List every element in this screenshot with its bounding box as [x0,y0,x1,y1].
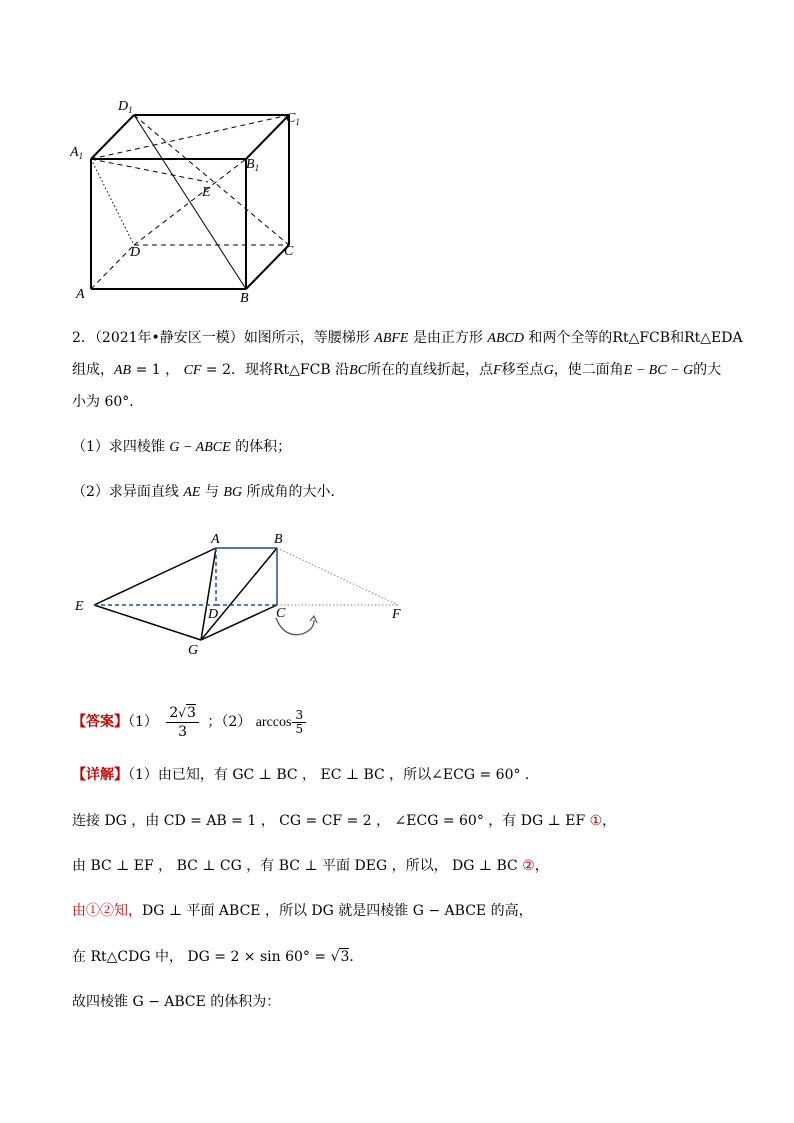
label-E: E [75,599,84,614]
answer-fraction-2: $\frac{3}{5}$ [292,709,306,736]
cuboid-figure [60,90,320,310]
edge-AG [201,548,219,640]
detail-line-3: 由 BC ⊥ EF ， BC ⊥ CG ，有 BC ⊥ 平面 DEG ，所以， DG ⊥ BC ②， [72,858,549,874]
problem-line-3: 小为 60°． [72,394,144,410]
label-C: C [284,244,294,259]
label-B1: $B_1$ [246,157,260,173]
edge-BF [277,548,398,605]
edge-EG [94,605,201,640]
label-F: F [392,607,401,622]
diag-D1C [134,115,289,245]
detail-line-5: 在 Rt△CDG 中， DG = 2 × sin 60° = √3． [72,949,364,965]
detail-line-2: 连接 DG ，由 CD = AB = 1 ， CG = CF = 2 ， ∠ECG = 60° ，有 DG ⊥ EF ①， [72,813,617,829]
label-B: B [274,532,283,547]
label-D1: $D_1$ [118,99,133,115]
question-1: （1）求四棱锥 G − ABCE 的体积； [72,439,292,455]
detail-line-1: 【详解】（1）由已知，有 GC ⊥ BC ， EC ⊥ BC ，所以∠ECG = 60° ． [72,767,539,783]
edge-BC [246,245,289,289]
diag-A1C1 [91,115,289,159]
answer-line: 【答案】（1） $\frac{2√3}{3}$ ；（2） arccos $\frac{3}{5}$ [72,702,310,743]
edge-A1D1 [91,115,134,159]
label-C: C [276,606,286,621]
question-2: （2）求异面直线 AE 与 BG 所成角的大小． [72,484,345,500]
label-B: B [240,291,249,306]
problem-line-1: 2．（2021年•静安区一模）如图所示，等腰梯形 ABFE 是由正方形 ABCD 和两个全等的Rt△FCB和Rt△EDA [72,330,743,346]
label-A: A [211,532,220,547]
edge-AD [91,245,134,289]
line-A1D [91,159,134,245]
edge-EA [94,548,216,605]
label-C1: $C_1$ [286,111,300,127]
answer-fraction-1: $\frac{2√3}{3}$ [166,704,199,741]
detail-line-6: 故四棱锥 G − ABCE 的体积为： [72,994,281,1010]
label-E: E [202,185,211,200]
label-A1: $A_1$ [70,145,84,161]
edge-B1C1 [246,115,289,159]
problem-line-2: 组成，AB = 1 ， CF = 2．现将Rt△FCB 沿BC所在的直线折起，点F移至点G，使二面角E − BC − G的大 [72,362,722,378]
detail-line-4: 由①②知，DG ⊥ 平面 ABCE ，所以 DG 就是四棱锥 G − ABCE 的高， [72,903,533,919]
label-G: G [188,643,199,658]
edge-BG [201,548,277,640]
label-D: D [130,245,141,260]
fold-figure [70,528,410,663]
label-D: D [208,607,219,622]
label-A: A [76,287,85,302]
